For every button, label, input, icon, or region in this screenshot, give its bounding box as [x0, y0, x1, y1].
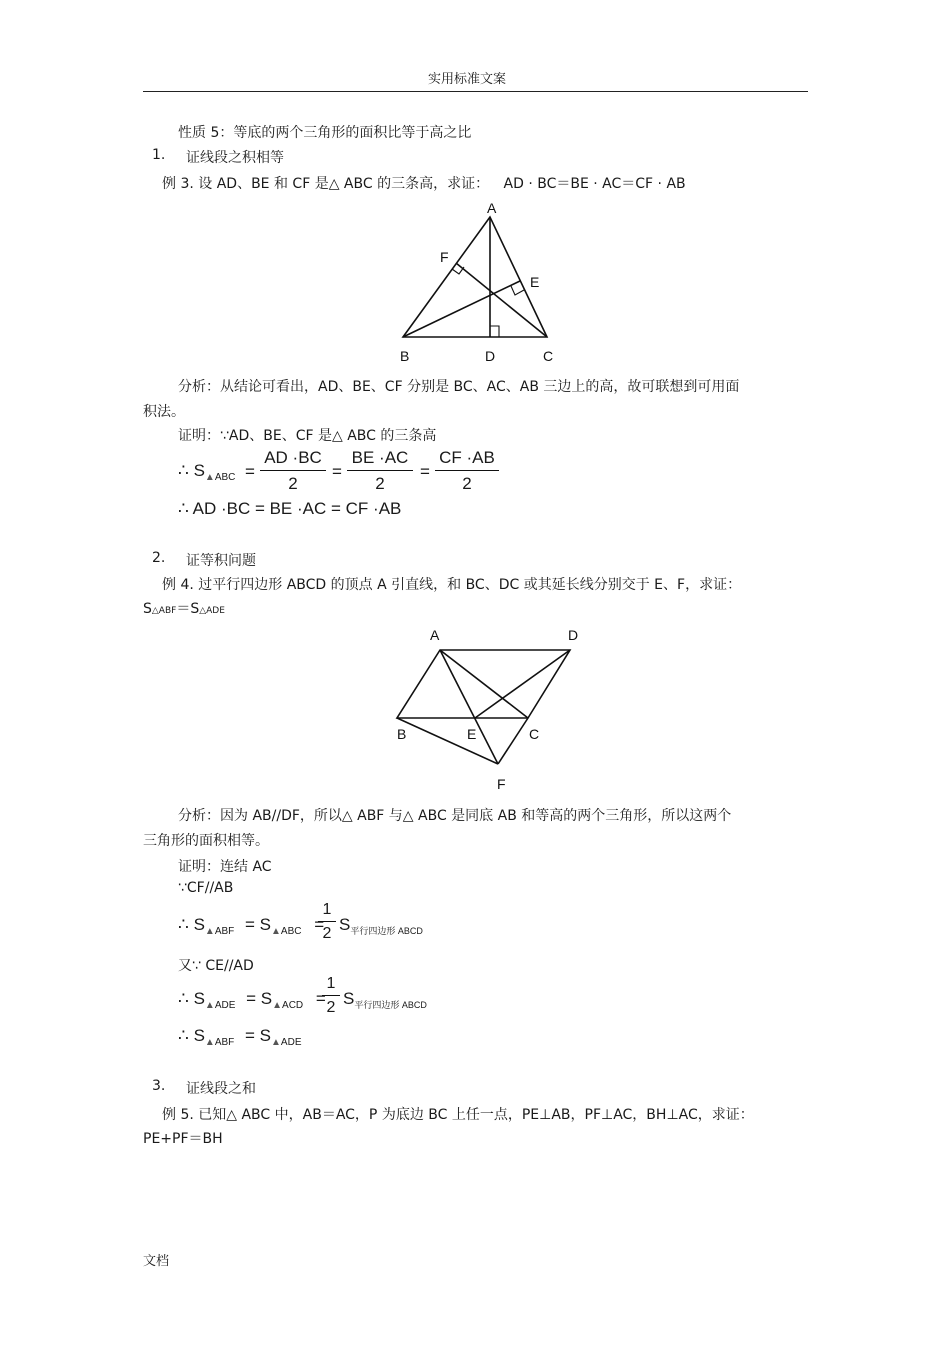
- example-3-statement: [162, 173, 686, 193]
- label-b: B: [400, 348, 410, 364]
- example-3-proof-intro: 证明：∵AD、BE、CF 是△ ABC 的三条高: [178, 428, 437, 444]
- parallelogram-area-1: $S_{平行四边形 ABCD}$: [339, 915, 423, 936]
- label-d: D: [568, 627, 579, 643]
- example-3-analysis-cont: 积法。: [143, 404, 185, 420]
- small-triangle-icon: ▲: [204, 1037, 215, 1048]
- label-a: A: [487, 200, 497, 216]
- section-3-title: 证线段之和: [186, 1081, 256, 1097]
- fraction-one-half-1: $\frac{1}{2}$: [318, 901, 336, 943]
- label-d: D: [485, 348, 496, 364]
- page-footer-text: 文档: [143, 1254, 170, 1269]
- label-b: B: [397, 726, 407, 742]
- example-4-proof-intro: 证明：连结 AC: [178, 859, 272, 875]
- formula-abf-abc: ∴ $S_{▲ABF} = S_{▲ABC}$ =: [178, 915, 325, 937]
- fraction-cf-ab: $\frac{CF \cdot AB}{2}$: [435, 448, 499, 494]
- formula-area-abc: ∴ $S_{▲ABC}$: [178, 461, 236, 483]
- example-4-because-cf-ab: ∵CF//AB: [178, 880, 234, 896]
- figure-triangle-altitudes: [390, 195, 570, 370]
- section-2-number: 2.: [152, 550, 166, 566]
- fraction-ad-bc: $\frac{AD \cdot BC}{2}$: [260, 448, 326, 494]
- example-5-statement: 例 5. 已知△ ABC 中，AB＝AC，P 为底边 BC 上任一点，PE⊥AB，PF⊥AC，BH⊥AC，求证：: [162, 1107, 754, 1123]
- label-e: E: [467, 726, 477, 742]
- equals-sign-1: =: [245, 462, 255, 481]
- section-1-number: 1.: [152, 147, 166, 163]
- equals-sign-3: =: [420, 462, 430, 481]
- header-rule: [143, 91, 808, 92]
- label-c: C: [529, 726, 540, 742]
- small-triangle-icon: ▲: [204, 926, 215, 937]
- small-triangle-icon: ▲: [204, 472, 215, 483]
- line-de: [475, 650, 570, 718]
- property-5-heading: 性质 5：等底的两个三角形的面积比等于高之比: [178, 125, 472, 141]
- section-3-number: 3.: [152, 1078, 166, 1094]
- label-c: C: [543, 348, 554, 364]
- example-3-claim: AD · BC＝BE · AC＝CF · AB: [503, 176, 686, 192]
- example-4-analysis: 分析：因为 AB//DF，所以△ ABF 与△ ABC 是同底 AB 和等高的两个三角形，所以这两个: [178, 808, 732, 824]
- parallelogram-area-2: $S_{平行四边形 ABCD}$: [343, 989, 427, 1010]
- equals-sign-2: =: [332, 462, 342, 481]
- example-3-analysis: 分析：从结论可看出，AD、BE、CF 分别是 BC、AC、AB 三边上的高，故可联想到可用面: [178, 379, 740, 395]
- label-f: F: [497, 776, 506, 792]
- example-4-statement: 例 4. 过平行四边形 ABCD 的顶点 A 引直线，和 BC、DC 或其延长线分别交于 E、F，求证：: [162, 577, 742, 593]
- formula-abf-ade: ∴ $S_{▲ABF} = S_{▲ADE}$: [178, 1026, 302, 1048]
- example-4-because-ce-ad: 又∵ CE//AD: [178, 958, 254, 974]
- subscript-abc: ABC: [214, 472, 236, 483]
- area-symbol: S: [193, 461, 205, 480]
- figure-parallelogram: [390, 622, 590, 797]
- fraction-one-half-2: $\frac{1}{2}$: [322, 975, 340, 1017]
- formula-ade-acd: ∴ $S_{▲ADE} = S_{▲ACD}$ =: [178, 989, 326, 1011]
- line-bf: [397, 718, 498, 764]
- fraction-be-ac: $\frac{BE \cdot AC}{2}$: [347, 448, 413, 494]
- example-4-statement-cont: S△ABF＝S△ADE: [143, 601, 225, 617]
- small-triangle-icon: ▲: [204, 1000, 215, 1011]
- label-e: E: [530, 274, 540, 290]
- label-a: A: [430, 627, 440, 643]
- section-2-title: 证等积问题: [186, 553, 256, 569]
- right-angle-mark-e: [511, 286, 524, 295]
- line-cf: [498, 718, 528, 764]
- section-1-title: 证线段之积相等: [186, 150, 284, 166]
- small-triangle-icon: ▲: [272, 1000, 283, 1011]
- altitude-be: [403, 281, 520, 337]
- example-3-prefix: 例 3. 设 AD、BE 和 CF 是△ ABC 的三条高，求证：: [162, 176, 490, 192]
- line-ac: [440, 650, 528, 718]
- page-header-title: 实用标准文案: [428, 72, 507, 87]
- label-f: F: [440, 249, 449, 265]
- example-5-statement-cont: PE+PF＝BH: [143, 1131, 223, 1147]
- small-triangle-icon: ▲: [271, 926, 281, 937]
- right-angle-mark-d: [490, 326, 499, 337]
- small-triangle-icon: ▲: [271, 1037, 281, 1048]
- example-4-analysis-cont: 三角形的面积相等。: [143, 833, 269, 849]
- example-3-conclusion: ∴ AD ·BC = BE ·AC = CF ·AB: [178, 499, 402, 518]
